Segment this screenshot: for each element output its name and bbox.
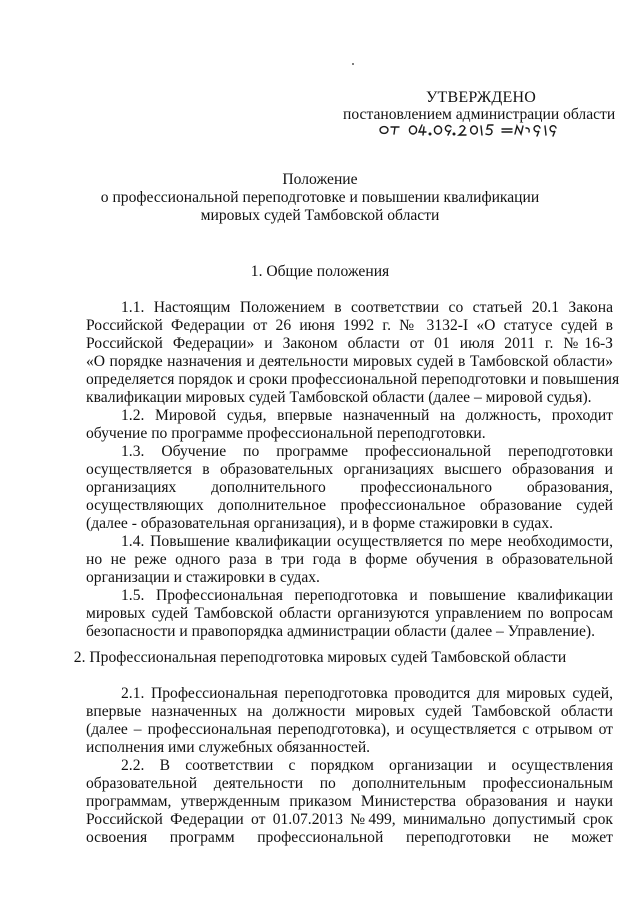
- scan-speck: [352, 63, 354, 65]
- paragraph-1-5-line: мировых судей Тамбовской области организуются управлением по вопросам: [86, 605, 613, 622]
- paragraph-1-3-line: 1.3. Обучение по программе профессиональной переподготовки: [121, 443, 613, 460]
- paragraph-2-1-line: впервые назначенных на должности мировых судей Тамбовской области: [86, 703, 613, 720]
- section2-heading: 2. Профессиональная переподготовка мировых судей Тамбовской области: [73, 649, 567, 666]
- paragraph-2-2-line: образовательной деятельности по дополнительным профессиональным: [86, 775, 613, 792]
- paragraph-1-1-line: «О порядке назначения и деятельности мировых судей в Тамбовской области»: [86, 353, 613, 370]
- paragraph-1-3-line: осуществляется в образовательных организациях высшего образования и: [86, 461, 613, 478]
- paragraph-1-4-line: но не реже одного раза в три года в форме обучения в образовательной: [86, 551, 613, 568]
- paragraph-2-1-line: (далее – профессиональная переподготовка), и осуществляется с отрывом от: [86, 721, 613, 738]
- paragraph-1-5-line: 1.5. Профессиональная переподготовка и повышение квалификации: [121, 587, 613, 604]
- paragraph-1-3-line: организациях дополнительного профессионального образования,: [86, 479, 613, 496]
- paragraph-2-1-line: исполнения ими служебных обязанностей.: [86, 739, 371, 756]
- paragraph-1-2-line: обучение по программе профессиональной переподготовки.: [86, 425, 486, 442]
- paragraph-1-5-line: безопасности и правопорядка администрации области (далее – Управление).: [86, 623, 596, 640]
- paragraph-1-1-line: Российской Федерации» и Законом области от 01 июля 2011 г. №16-З: [86, 335, 613, 352]
- paragraph-2-2-line: программам, утвержденным приказом Министерства образования и науки: [86, 793, 613, 810]
- paragraph-1-1-line: 1.1. Настоящим Положением в соответствии со статьей 20.1 Закона: [121, 299, 613, 316]
- doc-title-line2: о профессиональной переподготовке и повышении квалификации: [100, 189, 540, 206]
- section1-heading: 1. Общие положения: [250, 263, 390, 280]
- paragraph-1-3-line: осуществляющих дополнительное профессиональное образование судей: [86, 497, 613, 514]
- handwritten-date-number: [378, 120, 558, 140]
- paragraph-2-2-line: освоения программ профессиональной переподготовки не может: [86, 829, 613, 846]
- paragraph-2-2-line: Российской Федерации от 01.07.2013 №499, минимально допустимый срок: [86, 811, 613, 828]
- doc-title: Положение: [282, 171, 358, 188]
- paragraph-1-4-line: 1.4. Повышение квалификации осуществляется по мере необходимости,: [121, 533, 613, 550]
- paragraph-1-4-line: организации и стажировки в судах.: [86, 569, 320, 586]
- paragraph-1-1-line: определяется порядок и сроки профессиональной переподготовки и повышения: [86, 371, 620, 388]
- paragraph-1-1-line: квалификации мировых судей Тамбовской области (далее – мировой судья).: [86, 389, 592, 406]
- approval-stamp-title: УТВЕРЖДЕНО: [426, 89, 537, 106]
- paragraph-2-1-line: 2.1. Профессиональная переподготовка проводится для мировых судей,: [121, 685, 613, 702]
- paragraph-1-2-line: 1.2. Мировой судья, впервые назначенный на должность, проходит: [121, 407, 613, 424]
- paragraph-2-2-line: 2.2. В соответствии с порядком организации и осуществления: [121, 757, 613, 774]
- doc-title-line3: мировых судей Тамбовской области: [200, 207, 440, 224]
- paragraph-1-1-line: Российской Федерации от 26 июня 1992 г. № 3132-I «О статусе судей в: [86, 317, 613, 334]
- approval-stamp-issuer: постановлением администрации области: [343, 106, 616, 123]
- paragraph-1-3-line: (далее - образовательная организация), и в форме стажировки в судах.: [86, 515, 554, 532]
